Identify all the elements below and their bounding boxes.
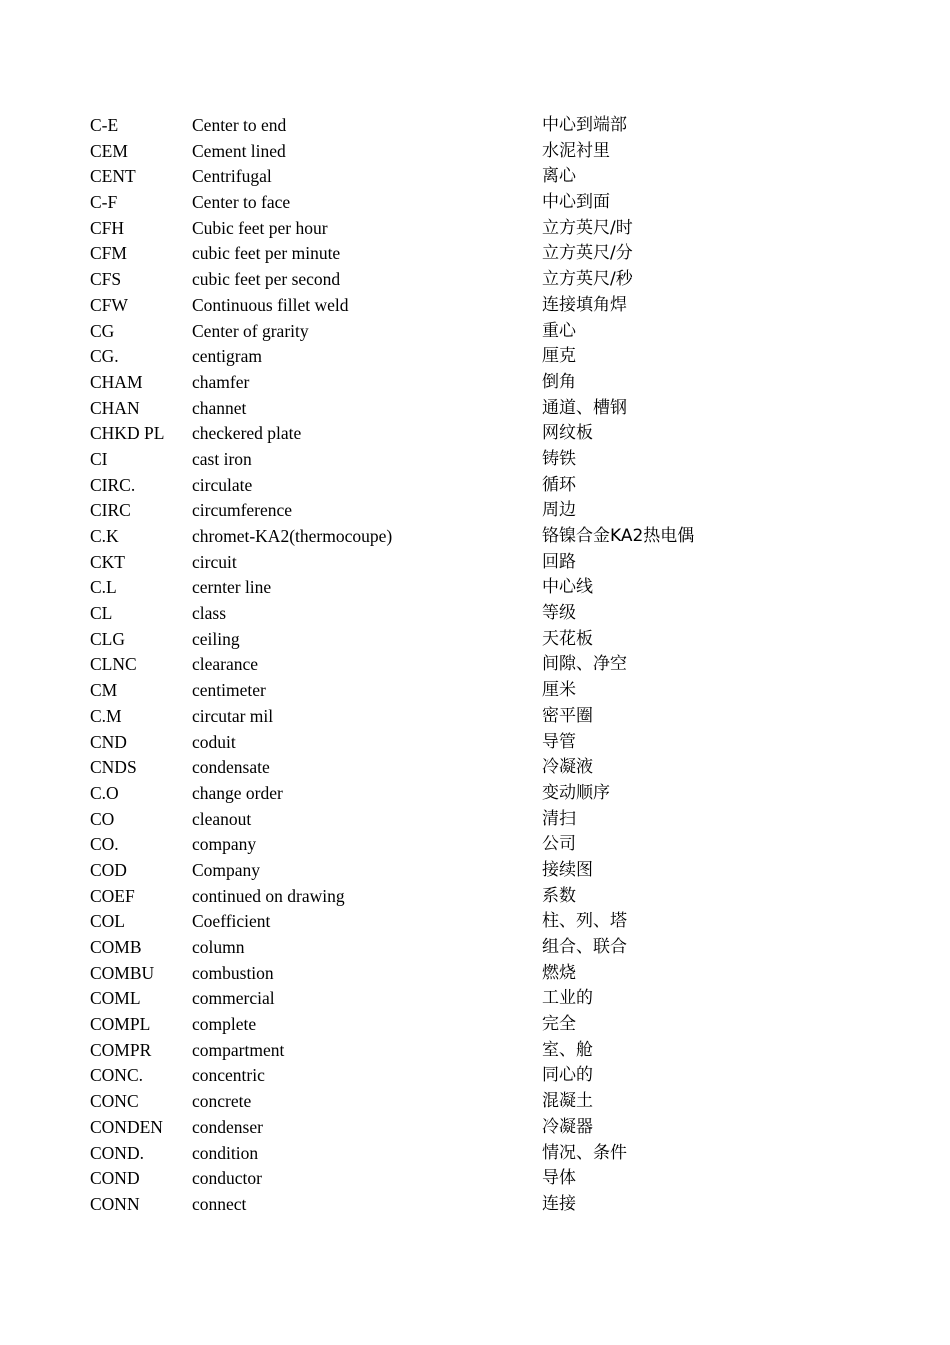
english-term: column — [192, 937, 245, 957]
abbreviation: CG. — [90, 346, 119, 367]
abbreviation: CONN — [90, 1193, 140, 1214]
glossary-row — [90, 858, 850, 884]
glossary-row — [90, 473, 850, 499]
abbreviation: CG — [90, 320, 115, 341]
english-term: conductor — [192, 1168, 262, 1189]
abbreviation: C-F — [90, 192, 118, 213]
english-term: circuit — [192, 551, 237, 572]
abbreviation: C.L — [90, 577, 117, 598]
english-term: change order — [192, 782, 283, 803]
english-term: Continuous fillet weld — [192, 294, 349, 315]
abbreviation: CFW — [90, 294, 128, 315]
glossary-row — [90, 832, 850, 858]
chinese-translation: 等级 — [542, 603, 576, 624]
english-term: continued on drawing — [192, 885, 345, 906]
english-term: coduit — [192, 731, 236, 752]
english-term: compartment — [192, 1039, 285, 1060]
chinese-translation: 工业的 — [542, 988, 593, 1009]
english-term: centigram — [192, 346, 262, 367]
chinese-translation: 清扫 — [542, 808, 576, 829]
chinese-translation: 导体 — [542, 1168, 576, 1189]
english-term: Centrifugal — [192, 166, 272, 187]
english-term: Center of grarity — [192, 320, 309, 341]
chinese-translation: 混凝土 — [542, 1091, 593, 1112]
abbreviation: COD — [90, 859, 127, 880]
glossary-row — [90, 961, 850, 987]
chinese-translation: 冷凝液 — [542, 757, 593, 778]
chinese-translation: 通道、槽钢 — [542, 397, 627, 418]
abbreviation: C-E — [90, 115, 119, 135]
chinese-translation: 变动顺序 — [542, 782, 610, 803]
english-term: ceiling — [192, 628, 240, 649]
glossary-row — [90, 344, 850, 370]
glossary-row — [90, 1192, 850, 1218]
english-term: Center to face — [192, 192, 291, 213]
abbreviation: COMPR — [90, 1039, 152, 1060]
chinese-translation: 中心到面 — [542, 192, 610, 213]
abbreviation: CNDS — [90, 757, 137, 778]
english-term: class — [192, 603, 227, 624]
glossary-row — [90, 1063, 850, 1089]
abbreviation: CHKD PL — [90, 423, 165, 444]
glossary-row — [90, 755, 850, 781]
glossary-row — [90, 293, 850, 319]
glossary-row — [90, 113, 850, 139]
abbreviation: CFM — [90, 243, 127, 264]
chinese-translation: 室、舱 — [542, 1039, 593, 1060]
abbreviation: CL — [90, 603, 113, 624]
english-term: connect — [192, 1193, 247, 1214]
abbreviation: CIRC. — [90, 474, 136, 495]
abbreviation: CO — [90, 808, 115, 829]
abbreviation: COND — [90, 1168, 140, 1189]
english-term: chamfer — [192, 371, 250, 392]
english-term: complete — [192, 1014, 257, 1035]
chinese-translation: 接续图 — [542, 859, 593, 880]
glossary-row — [90, 164, 850, 190]
chinese-translation: 中心线 — [542, 577, 593, 598]
abbreviation: CKT — [90, 551, 125, 572]
chinese-translation: 网纹板 — [542, 423, 593, 444]
abbreviation: CONC — [90, 1091, 139, 1112]
abbreviation: CLNC — [90, 654, 137, 675]
english-term: circulate — [192, 474, 253, 495]
abbreviation: CFH — [90, 217, 125, 238]
glossary-row — [90, 986, 850, 1012]
abbreviation: C.M — [90, 705, 122, 726]
english-term: condition — [192, 1142, 259, 1163]
english-term: centimeter — [192, 680, 266, 701]
glossary-row — [90, 704, 850, 730]
chinese-translation: 密平圈 — [542, 705, 593, 726]
glossary-row — [90, 1166, 850, 1192]
chinese-translation: 周边 — [542, 500, 576, 521]
glossary-row — [90, 627, 850, 653]
glossary-row — [90, 216, 850, 242]
glossary-row — [90, 601, 850, 627]
english-term: clearance — [192, 654, 259, 675]
english-term: company — [192, 834, 257, 855]
chinese-translation: 立方英尺/时 — [542, 217, 633, 238]
glossary-row — [90, 241, 850, 267]
english-term: Cubic feet per hour — [192, 217, 328, 238]
chinese-translation: 冷凝器 — [542, 1116, 593, 1137]
english-term: cubic feet per minute — [192, 243, 341, 264]
chinese-translation: 系数 — [542, 885, 576, 906]
abbreviation: CEM — [90, 140, 128, 161]
glossary-row — [90, 319, 850, 345]
chinese-translation: 燃烧 — [542, 962, 576, 983]
english-term: concentric — [192, 1065, 265, 1086]
chinese-translation: 铬镍合金KA2热电偶 — [542, 526, 695, 546]
english-term: Company — [192, 859, 261, 880]
chinese-translation: 柱、列、塔 — [542, 911, 627, 932]
chinese-translation: 连接填角焊 — [542, 294, 627, 315]
abbreviation: CND — [90, 731, 127, 752]
abbreviation: CM — [90, 680, 118, 701]
glossary-row — [90, 447, 850, 473]
english-term: condensate — [192, 757, 270, 778]
glossary-row — [90, 370, 850, 396]
abbreviation: CHAM — [90, 371, 143, 392]
chinese-translation: 完全 — [542, 1014, 576, 1035]
abbreviation: COMB — [90, 937, 142, 957]
chinese-translation: 厘克 — [542, 346, 576, 367]
glossary-row — [90, 678, 850, 704]
english-term: circumference — [192, 500, 293, 521]
glossary-row — [90, 575, 850, 601]
chinese-translation: 公司 — [542, 834, 576, 855]
english-term: Center to end — [192, 115, 287, 135]
english-term: cleanout — [192, 808, 252, 829]
english-term: cernter line — [192, 577, 272, 598]
chinese-translation: 重心 — [542, 320, 576, 341]
chinese-translation: 间隙、净空 — [542, 654, 627, 675]
abbreviation-glossary — [90, 113, 850, 1218]
abbreviation: COMBU — [90, 962, 155, 983]
glossary-row — [90, 935, 850, 961]
chinese-translation: 情况、条件 — [542, 1142, 627, 1163]
english-term: Cement lined — [192, 140, 286, 161]
english-term: condenser — [192, 1116, 263, 1137]
chinese-translation: 导管 — [542, 731, 576, 752]
english-term: checkered plate — [192, 423, 302, 444]
glossary-row — [90, 1038, 850, 1064]
english-term: concrete — [192, 1091, 252, 1112]
chinese-translation: 铸铁 — [542, 448, 576, 469]
abbreviation: C.K — [90, 526, 119, 546]
abbreviation: CONC. — [90, 1065, 143, 1086]
abbreviation: CONDEN — [90, 1116, 163, 1137]
chinese-translation: 同心的 — [542, 1065, 593, 1086]
chinese-translation: 天花板 — [542, 628, 593, 649]
abbreviation: CLG — [90, 628, 125, 649]
abbreviation: COND. — [90, 1142, 144, 1163]
glossary-row — [90, 396, 850, 422]
abbreviation: COMPL — [90, 1014, 151, 1035]
glossary-row — [90, 267, 850, 293]
chinese-translation: 离心 — [542, 166, 576, 187]
abbreviation: CO. — [90, 834, 119, 855]
chinese-translation: 组合、联合 — [542, 937, 627, 957]
glossary-row — [90, 730, 850, 756]
english-term: cast iron — [192, 448, 252, 469]
chinese-translation: 水泥衬里 — [542, 140, 610, 161]
english-term: commercial — [192, 988, 275, 1009]
chinese-translation: 倒角 — [542, 371, 576, 392]
english-term: circutar mil — [192, 705, 274, 726]
abbreviation: CIRC — [90, 500, 131, 521]
abbreviation: CI — [90, 448, 108, 469]
abbreviation: CENT — [90, 166, 136, 187]
glossary-row — [90, 524, 850, 550]
glossary-row — [90, 1012, 850, 1038]
chinese-translation: 立方英尺/分 — [542, 243, 633, 264]
glossary-row — [90, 1141, 850, 1167]
glossary-row — [90, 498, 850, 524]
english-term: chromet-KA2(thermocoupe) — [192, 526, 393, 546]
chinese-translation: 厘米 — [542, 680, 576, 701]
chinese-translation: 连接 — [542, 1193, 576, 1214]
abbreviation: COML — [90, 988, 141, 1009]
glossary-row — [90, 139, 850, 165]
chinese-translation: 中心到端部 — [542, 115, 627, 135]
glossary-row — [90, 1115, 850, 1141]
glossary-row — [90, 884, 850, 910]
chinese-translation: 循环 — [542, 474, 576, 495]
english-term: Coefficient — [192, 911, 271, 932]
glossary-row — [90, 1089, 850, 1115]
abbreviation: COL — [90, 911, 125, 932]
english-term: cubic feet per second — [192, 269, 341, 290]
glossary-row — [90, 421, 850, 447]
glossary-row — [90, 550, 850, 576]
chinese-translation: 回路 — [542, 551, 576, 572]
abbreviation: C.O — [90, 782, 119, 803]
abbreviation: CHAN — [90, 397, 140, 418]
english-term: channet — [192, 397, 247, 418]
glossary-row — [90, 909, 850, 935]
glossary-row — [90, 652, 850, 678]
glossary-row — [90, 807, 850, 833]
abbreviation: CFS — [90, 269, 122, 290]
abbreviation: COEF — [90, 885, 135, 906]
chinese-translation: 立方英尺/秒 — [542, 269, 633, 290]
glossary-row — [90, 190, 850, 216]
glossary-row — [90, 781, 850, 807]
english-term: combustion — [192, 962, 274, 983]
